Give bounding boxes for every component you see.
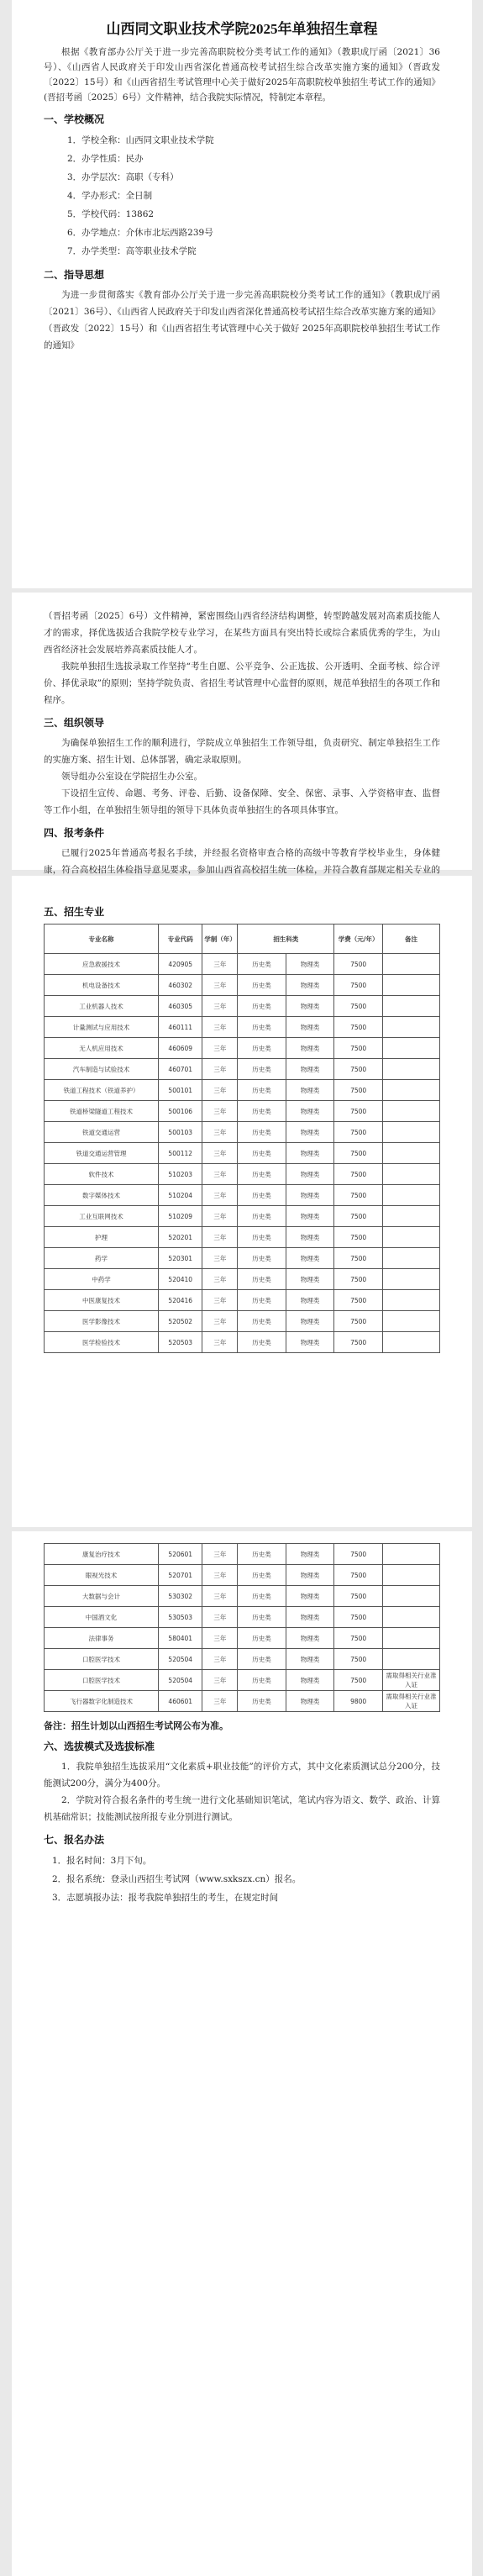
document-page-3 — [12, 876, 472, 1527]
table-cell: 420905 — [159, 954, 202, 975]
table-cell: 历史类 — [238, 1332, 286, 1353]
table-cell — [382, 1017, 439, 1038]
table-cell: 510203 — [159, 1164, 202, 1185]
table-cell: 7500 — [334, 1122, 383, 1143]
table-cell: 7500 — [334, 1038, 383, 1059]
registration-item-3: 3．志愿填报办法：报考我院单独招生的考生，在规定时间 — [52, 1893, 279, 1903]
organization-paragraph-2: 领导组办公室设在学院招生办公室。 — [61, 772, 202, 782]
table-cell: 工业互联网技术 — [45, 1206, 159, 1227]
guiding-paragraph-2: 我院单独招生选拔录取工作坚持“考生自愿、公平竞争、公正选拔、公开透明、全面考核、综合评价、择优录取”的原则；坚持学院负责、省招生考试管理中心监督的原则，规范单独招生的各项工作和程序。 — [44, 661, 440, 705]
table-row — [45, 1101, 440, 1122]
table-cell: 铁道工程技术（铁道养护） — [45, 1080, 159, 1101]
table-cell — [382, 1290, 439, 1311]
table-cell: 三年 — [202, 1565, 238, 1586]
table-cell: 三年 — [202, 954, 238, 975]
table-cell — [382, 975, 439, 996]
table-cell: 7500 — [334, 1101, 383, 1122]
table-cell: 460701 — [159, 1059, 202, 1080]
table-cell: 三年 — [202, 1038, 238, 1059]
table-cell: 物理类 — [286, 1544, 334, 1565]
table-cell: 历史类 — [238, 1206, 286, 1227]
column-header: 专业代码 — [159, 925, 202, 954]
table-cell: 需取得相关行业准入证 — [382, 1670, 439, 1691]
majors-table-continued — [44, 1543, 440, 1712]
table-cell: 物理类 — [286, 954, 334, 975]
table-cell: 460305 — [159, 996, 202, 1017]
table-cell: 7500 — [334, 1248, 383, 1269]
table-cell: 三年 — [202, 1332, 238, 1353]
table-cell: 无人机应用技术 — [45, 1038, 159, 1059]
table-cell: 物理类 — [286, 1691, 334, 1712]
table-cell: 7500 — [334, 1565, 383, 1586]
table-cell: 460601 — [159, 1691, 202, 1712]
table-cell: 物理类 — [286, 1164, 334, 1185]
table-cell — [382, 1080, 439, 1101]
table-row — [45, 1038, 440, 1059]
table-cell: 医学影像技术 — [45, 1311, 159, 1332]
table-cell — [382, 1227, 439, 1248]
table-row — [45, 996, 440, 1017]
table-cell: 应急救援技术 — [45, 954, 159, 975]
table-row — [45, 975, 440, 996]
table-row — [45, 1017, 440, 1038]
list-item: 3．办学层次：高职（专科） — [67, 172, 179, 182]
table-cell: 中医康复技术 — [45, 1290, 159, 1311]
table-cell: 历史类 — [238, 1586, 286, 1607]
table-cell: 历史类 — [238, 975, 286, 996]
document-title: 山西同文职业技术学院2025年单独招生章程 — [106, 21, 378, 37]
table-row — [45, 1691, 440, 1712]
selection-paragraph-2: 2．学院对符合报名条件的考生统一进行文化基础知识笔试，笔试内容为语文、数学、政治、计算机基础常识；技能测试按所报专业分别进行测试。 — [44, 1795, 440, 1822]
table-row — [45, 1290, 440, 1311]
document-page-2 — [12, 593, 472, 875]
table-cell: 物理类 — [286, 1269, 334, 1290]
table-cell: 510209 — [159, 1206, 202, 1227]
table-row — [45, 1586, 440, 1607]
table-cell: 460609 — [159, 1038, 202, 1059]
table-cell: 7500 — [334, 1332, 383, 1353]
list-item: 1．学校全称：山西同文职业技术学院 — [67, 135, 214, 145]
list-item: 7．办学类型：高等职业技术学院 — [67, 246, 197, 256]
table-cell: 三年 — [202, 1101, 238, 1122]
table-cell: 三年 — [202, 1059, 238, 1080]
table-cell: 护理 — [45, 1227, 159, 1248]
table-row — [45, 1122, 440, 1143]
majors-table-body-continued — [45, 1544, 440, 1712]
table-cell: 眼视光技术 — [45, 1565, 159, 1586]
table-cell: 中药学 — [45, 1269, 159, 1290]
table-cell: 工业机器人技术 — [45, 996, 159, 1017]
table-cell: 三年 — [202, 1290, 238, 1311]
registration-item-2: 2．报名系统：登录山西招生考试网（www.sxkszx.cn）报名。 — [52, 1874, 302, 1884]
table-cell — [382, 1248, 439, 1269]
table-cell: 物理类 — [286, 1248, 334, 1269]
table-cell — [382, 1206, 439, 1227]
section-heading-school-overview: 一、学校概况 — [44, 113, 105, 125]
table-cell: 物理类 — [286, 1017, 334, 1038]
table-cell: 历史类 — [238, 996, 286, 1017]
table-cell — [382, 1607, 439, 1628]
table-cell: 物理类 — [286, 1670, 334, 1691]
table-cell: 7500 — [334, 996, 383, 1017]
table-row — [45, 1607, 440, 1628]
table-row — [45, 1670, 440, 1691]
table-row — [45, 1185, 440, 1206]
section-heading-registration: 七、报名办法 — [44, 1834, 105, 1846]
table-cell: 7500 — [334, 1227, 383, 1248]
table-cell: 三年 — [202, 1649, 238, 1670]
table-cell: 7500 — [334, 1544, 383, 1565]
table-cell: 药学 — [45, 1248, 159, 1269]
table-cell: 7500 — [334, 975, 383, 996]
table-cell: 物理类 — [286, 1059, 334, 1080]
table-cell: 历史类 — [238, 1269, 286, 1290]
table-cell: 历史类 — [238, 1143, 286, 1164]
table-cell: 计量测试与应用技术 — [45, 1017, 159, 1038]
column-header: 学制（年） — [202, 925, 238, 954]
table-cell: 历史类 — [238, 1670, 286, 1691]
table-cell: 历史类 — [238, 1101, 286, 1122]
table-cell: 520504 — [159, 1649, 202, 1670]
table-cell: 汽车制造与试验技术 — [45, 1059, 159, 1080]
table-row — [45, 1080, 440, 1101]
table-cell: 康复治疗技术 — [45, 1544, 159, 1565]
table-cell: 500101 — [159, 1080, 202, 1101]
table-cell: 三年 — [202, 1248, 238, 1269]
table-cell: 物理类 — [286, 975, 334, 996]
table-header-row — [45, 925, 440, 954]
table-cell: 物理类 — [286, 1038, 334, 1059]
table-cell: 520410 — [159, 1269, 202, 1290]
table-row — [45, 1565, 440, 1586]
table-cell — [382, 1038, 439, 1059]
table-cell: 医学检验技术 — [45, 1332, 159, 1353]
table-row — [45, 1544, 440, 1565]
table-cell: 铁道交通运营管理 — [45, 1143, 159, 1164]
table-cell: 7500 — [334, 1185, 383, 1206]
table-cell: 500112 — [159, 1143, 202, 1164]
table-cell: 520504 — [159, 1670, 202, 1691]
table-cell: 机电设备技术 — [45, 975, 159, 996]
table-row — [45, 1332, 440, 1353]
table-cell: 580401 — [159, 1628, 202, 1649]
table-cell: 三年 — [202, 1164, 238, 1185]
table-cell — [382, 1565, 439, 1586]
document-page-1 — [12, 0, 472, 588]
table-cell: 三年 — [202, 1269, 238, 1290]
table-cell: 三年 — [202, 1080, 238, 1101]
table-cell: 软件技术 — [45, 1164, 159, 1185]
table-cell: 历史类 — [238, 1227, 286, 1248]
column-header: 专业名称 — [45, 925, 159, 954]
table-cell: 历史类 — [238, 1311, 286, 1332]
table-cell: 物理类 — [286, 1101, 334, 1122]
table-cell: 物理类 — [286, 1607, 334, 1628]
table-row — [45, 1227, 440, 1248]
table-cell: 物理类 — [286, 1122, 334, 1143]
table-cell: 三年 — [202, 1017, 238, 1038]
selection-paragraph-1: 1．我院单独招生选拔采用“文化素质+职业技能”的评价方式，其中文化素质测试总分200分，技能测试200分，满分为400分。 — [44, 1762, 440, 1788]
table-cell: 7500 — [334, 1143, 383, 1164]
enrollment-note: 备注：招生计划以山西招生考试网公布为准。 — [44, 1720, 228, 1731]
table-cell: 7500 — [334, 1080, 383, 1101]
table-row — [45, 1248, 440, 1269]
table-cell — [382, 954, 439, 975]
table-cell: 历史类 — [238, 1649, 286, 1670]
table-row — [45, 1649, 440, 1670]
table-cell: 460302 — [159, 975, 202, 996]
table-cell: 历史类 — [238, 1080, 286, 1101]
table-cell: 520201 — [159, 1227, 202, 1248]
table-cell: 物理类 — [286, 1290, 334, 1311]
table-cell: 三年 — [202, 975, 238, 996]
table-cell: 460111 — [159, 1017, 202, 1038]
table-cell: 数字媒体技术 — [45, 1185, 159, 1206]
table-cell: 7500 — [334, 1628, 383, 1649]
table-cell — [382, 1311, 439, 1332]
table-cell — [382, 1185, 439, 1206]
table-cell — [382, 1164, 439, 1185]
guiding-paragraph-1-continued: （晋招考函〔2025〕6号）文件精神，紧密围绕山西省经济结构调整，转型跨越发展对高素质技能人才的需求，择优选拔适合我院学校专业学习，在某些方面具有突出特长或综合素质优秀的学生，为山西省经济社会发展培养高素质技能人才。 — [44, 611, 440, 655]
table-cell: 7500 — [334, 1586, 383, 1607]
table-cell: 物理类 — [286, 1080, 334, 1101]
table-cell: 7500 — [334, 1670, 383, 1691]
table-cell: 铁道交通运营 — [45, 1122, 159, 1143]
section-heading-selection: 六、选拔模式及选拔标准 — [44, 1741, 155, 1752]
table-row — [45, 1628, 440, 1649]
document-page-4 — [12, 1531, 472, 2576]
table-cell: 物理类 — [286, 1185, 334, 1206]
organization-paragraph-3: 下设招生宣传、命题、考务、评卷、后勤、设备保障、安全、保密、录事、入学资格审查、监督等工作小组，在单独招生领导组的领导下具体负责单独招生的各项具体事宜。 — [44, 788, 440, 815]
table-cell: 飞行器数字化制造技术 — [45, 1691, 159, 1712]
table-cell: 530302 — [159, 1586, 202, 1607]
table-cell: 7500 — [334, 1290, 383, 1311]
table-cell: 历史类 — [238, 1017, 286, 1038]
list-item: 5．学校代码：13862 — [67, 209, 155, 219]
table-cell: 历史类 — [238, 954, 286, 975]
table-cell: 物理类 — [286, 1227, 334, 1248]
column-header: 备注 — [382, 925, 439, 954]
table-cell: 三年 — [202, 1206, 238, 1227]
section-heading-majors: 五、招生专业 — [44, 906, 105, 918]
table-cell: 历史类 — [238, 1544, 286, 1565]
table-cell: 物理类 — [286, 1628, 334, 1649]
table-cell: 7500 — [334, 1206, 383, 1227]
table-cell — [382, 1332, 439, 1353]
table-cell: 历史类 — [238, 1628, 286, 1649]
table-cell: 530503 — [159, 1607, 202, 1628]
table-cell — [382, 1101, 439, 1122]
table-cell — [382, 1143, 439, 1164]
table-row — [45, 1206, 440, 1227]
eligibility-paragraph: 已履行2025年普通高考报名手续，并经报名资格审查合格的高级中等教育学校毕业生，身体健康，符合高校招生体检指导意见要求，参加山西省高校招生统一体检，并符合教育部规定相关专业的 — [44, 848, 440, 875]
table-cell: 物理类 — [286, 1649, 334, 1670]
table-cell: 历史类 — [238, 1607, 286, 1628]
list-item: 2．办学性质：民办 — [67, 154, 144, 164]
school-info-list — [44, 131, 440, 261]
organization-paragraph-1: 为确保单独招生工作的顺利进行，学院成立单独招生工作领导组，负责研究、制定单独招生工作的实施方案、招生计划、总体部署，确定录取原则。 — [44, 738, 440, 765]
table-cell: 历史类 — [238, 1185, 286, 1206]
table-cell — [382, 1544, 439, 1565]
table-cell: 三年 — [202, 1691, 238, 1712]
guiding-paragraph-1: 为进一步贯彻落实《教育部办公厅关于进一步完善高职院校分类考试工作的通知》（教职成厅函〔2021〕36号）、《山西省人民政府关于印发山西省深化普通高校考试招生综合改革实施方案的通知》（晋政发〔2022〕15号）和《山西省招生考试管理中心关于做好 2025年高职院校单独招生考试工作的通知》 — [44, 290, 440, 350]
table-cell: 520301 — [159, 1248, 202, 1269]
table-cell: 中国酒文化 — [45, 1607, 159, 1628]
table-cell: 大数据与会计 — [45, 1586, 159, 1607]
table-cell: 7500 — [334, 1017, 383, 1038]
table-cell: 7500 — [334, 1607, 383, 1628]
registration-item-1: 1．报名时间：3月下旬。 — [52, 1856, 152, 1866]
table-cell: 三年 — [202, 1628, 238, 1649]
table-cell: 口腔医学技术 — [45, 1670, 159, 1691]
table-cell: 7500 — [334, 1649, 383, 1670]
table-row — [45, 1059, 440, 1080]
table-row — [45, 1269, 440, 1290]
table-cell: 三年 — [202, 1544, 238, 1565]
table-cell: 历史类 — [238, 1122, 286, 1143]
table-cell: 物理类 — [286, 1143, 334, 1164]
table-cell — [382, 1649, 439, 1670]
column-header: 学费（元/年） — [334, 925, 383, 954]
table-cell: 9800 — [334, 1691, 383, 1712]
list-item: 6．办学地点：介休市北坛西路239号 — [67, 228, 213, 238]
majors-table-body — [45, 954, 440, 1353]
table-cell: 物理类 — [286, 996, 334, 1017]
table-cell: 物理类 — [286, 1332, 334, 1353]
table-cell — [382, 996, 439, 1017]
section-heading-organization: 三、组织领导 — [44, 717, 105, 729]
table-cell: 历史类 — [238, 1248, 286, 1269]
section-heading-guiding-ideology: 二、指导思想 — [44, 269, 105, 281]
list-item: 4．学办形式：全日制 — [67, 191, 153, 201]
table-cell: 口腔医学技术 — [45, 1649, 159, 1670]
table-cell: 三年 — [202, 1586, 238, 1607]
table-cell: 三年 — [202, 1122, 238, 1143]
table-row — [45, 954, 440, 975]
table-cell — [382, 1269, 439, 1290]
table-row — [45, 1164, 440, 1185]
section-heading-eligibility: 四、报考条件 — [44, 827, 105, 839]
column-header: 招生科类 — [238, 925, 334, 954]
table-cell: 物理类 — [286, 1565, 334, 1586]
table-cell: 520416 — [159, 1290, 202, 1311]
table-cell: 三年 — [202, 996, 238, 1017]
table-cell: 历史类 — [238, 1164, 286, 1185]
table-cell: 三年 — [202, 1185, 238, 1206]
table-cell: 7500 — [334, 954, 383, 975]
table-row — [45, 1311, 440, 1332]
table-cell: 520701 — [159, 1565, 202, 1586]
table-cell — [382, 1628, 439, 1649]
majors-table — [44, 924, 440, 1353]
table-cell: 法律事务 — [45, 1628, 159, 1649]
table-cell: 500106 — [159, 1101, 202, 1122]
table-cell — [382, 1122, 439, 1143]
table-cell: 520502 — [159, 1311, 202, 1332]
table-cell: 物理类 — [286, 1586, 334, 1607]
intro-paragraph: 根据《教育部办公厅关于进一步完善高职院校分类考试工作的通知》（教职成厅函〔2021〕36号）、《山西省人民政府关于印发山西省深化普通高校考试招生综合改革实施方案的通知》（晋政发〔2022〕15号）和《山西省招生考试管理中心关于做好2025年高职院校单独招生考试工作的通知》(晋招考函〔2025〕6号）文件精神，结合我院实际情况，特制定本章程。 — [44, 47, 440, 103]
table-cell: 520503 — [159, 1332, 202, 1353]
table-cell: 7500 — [334, 1269, 383, 1290]
table-cell: 7500 — [334, 1311, 383, 1332]
table-cell: 历史类 — [238, 1565, 286, 1586]
table-cell: 历史类 — [238, 1691, 286, 1712]
table-cell: 需取得相关行业准入证 — [382, 1691, 439, 1712]
table-cell: 520601 — [159, 1544, 202, 1565]
table-cell — [382, 1586, 439, 1607]
table-cell: 三年 — [202, 1227, 238, 1248]
table-cell — [382, 1059, 439, 1080]
table-cell: 7500 — [334, 1059, 383, 1080]
table-cell: 500103 — [159, 1122, 202, 1143]
table-cell: 物理类 — [286, 1206, 334, 1227]
table-cell: 物理类 — [286, 1311, 334, 1332]
table-cell: 历史类 — [238, 1290, 286, 1311]
table-cell: 历史类 — [238, 1059, 286, 1080]
table-cell: 三年 — [202, 1311, 238, 1332]
table-row — [45, 1143, 440, 1164]
table-cell: 三年 — [202, 1670, 238, 1691]
table-cell: 三年 — [202, 1143, 238, 1164]
table-cell: 三年 — [202, 1607, 238, 1628]
table-cell: 510204 — [159, 1185, 202, 1206]
table-cell: 铁道桥梁隧道工程技术 — [45, 1101, 159, 1122]
table-cell: 历史类 — [238, 1038, 286, 1059]
table-cell: 7500 — [334, 1164, 383, 1185]
